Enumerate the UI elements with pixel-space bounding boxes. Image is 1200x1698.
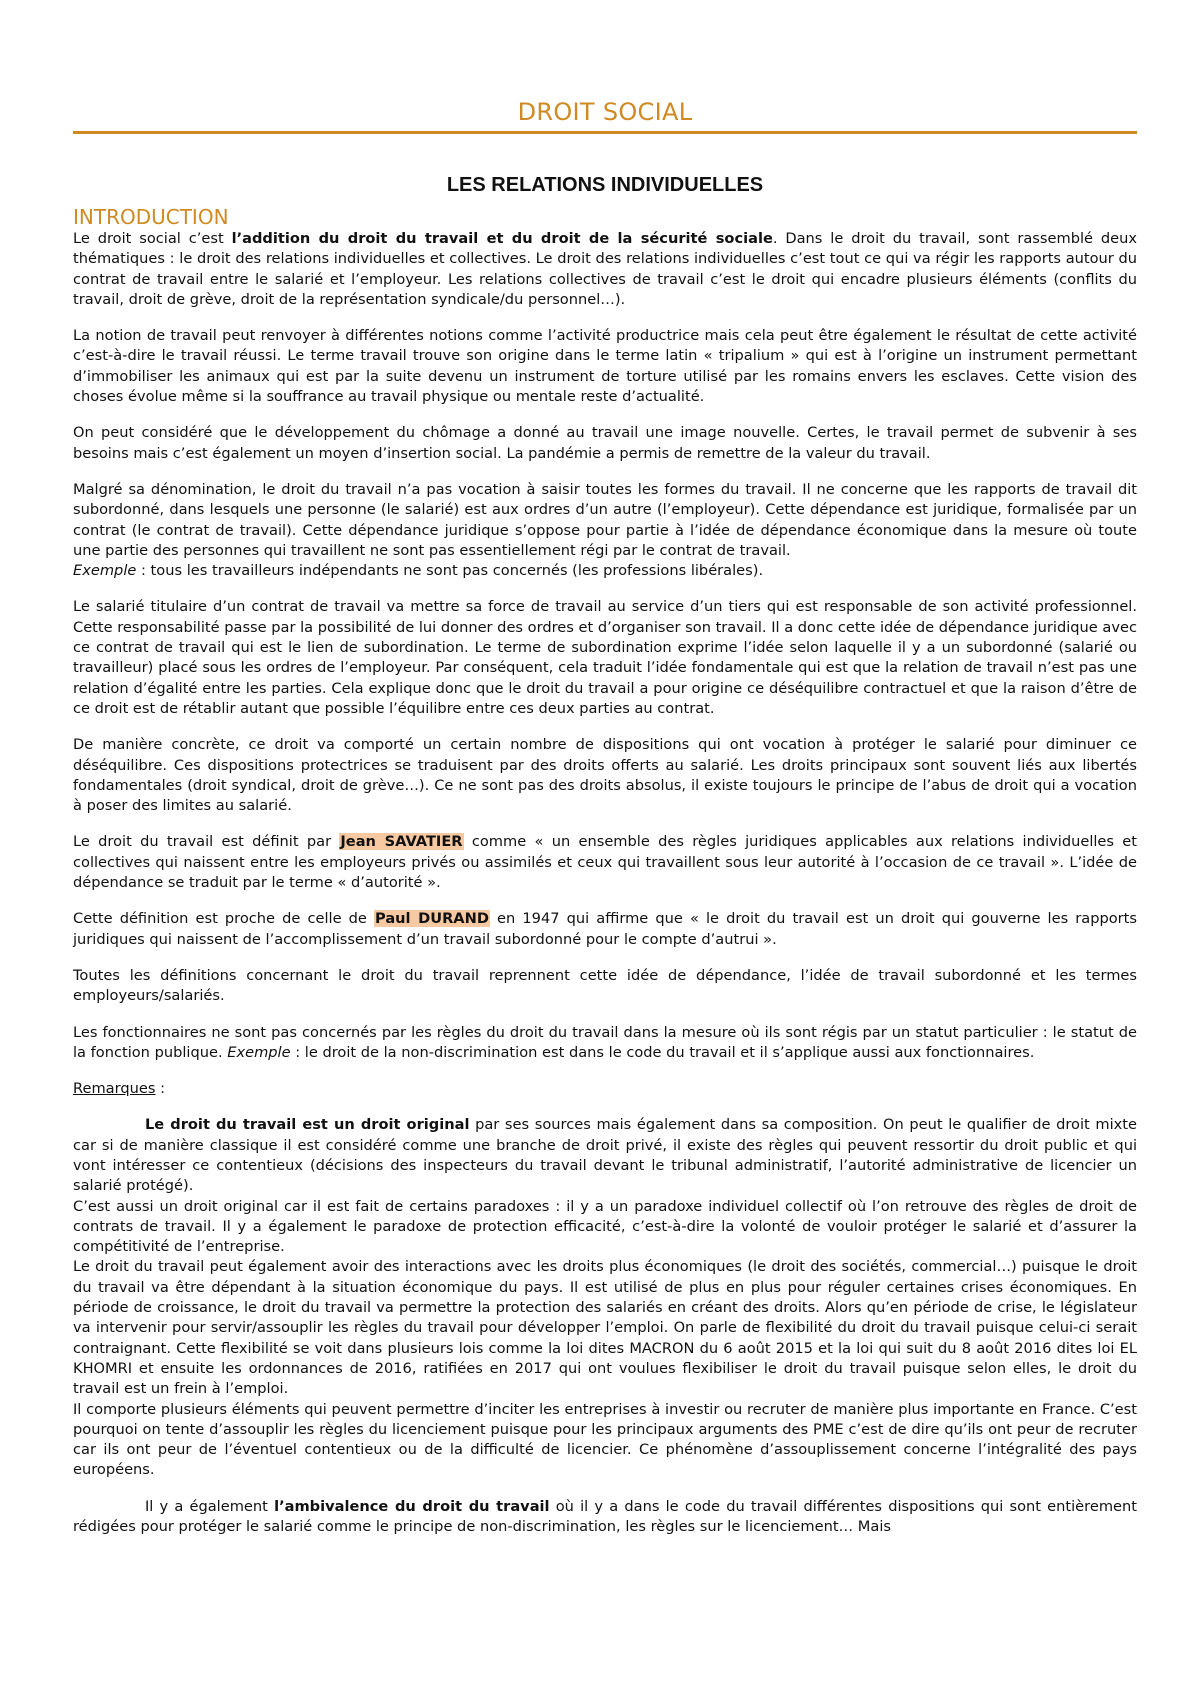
paragraph-11-continued: C’est aussi un droit original car il est fait de certains paradoxes : il y a un paradoxe individuel collectif où l’on retrouve des règles de droit de contrats de travail. Il y a également le paradoxe de protection efficacité, c’est-à-dire la volonté de vouloir protéger le salarié et d’assurer la compétitivité de l’entreprise. xyxy=(73,1197,1137,1256)
document-page xyxy=(73,0,1137,1537)
paragraph-text: comme « un ensemble des règles juridiques applicables aux relations individuelles et collectives qui naissent entre les employeurs privés ou assimilés et ceux qui travaillent sous leur autorité à l’occasion de ce travail ». L’idée de dépendance se traduit par le terme « d’autorité ». xyxy=(73,833,1137,892)
paragraph-4: Malgré sa dénomination, le droit du travail n’a pas vocation à saisir toutes les formes du travail. Il ne concerne que les rapports de travail dit subordonné, dans lesquels une personne (le salarié) est aux ordres d’un autre (l’employeur). Cette dépendance est juridique, formalisée par un contrat (le contrat de travail). Cette dépendance juridique s’oppose pour partie à l’idée de dépendance économique dans la mesure où toute une partie des personnes qui travaillent ne sont pas essentiellement régi par le contrat de travail. xyxy=(73,480,1137,559)
paragraph-8 xyxy=(73,909,1137,950)
paragraph-text: Il y a également xyxy=(145,1497,275,1515)
document-subtitle: LES RELATIONS INDIVIDUELLES xyxy=(446,174,764,196)
paragraph-11-continued: Le droit du travail peut également avoir des interactions avec les droits plus économiques (le droit des sociétés, commercial…) puisque le droit du travail va être dépendant à la situation économique du pays. Il est utilisé de plus en plus pour réguler certaines crises économiques. En période de croissance, le droit du travail va permettre la protection des salariés en créant des droits. Alors qu’en période de crise, le législateur va intervenir pour servir/assouplir les règles du travail pour développer l’emploi. On parle de flexibilité du droit du travail puisque celui-ci serait contraignant. Cette flexibilité se voit dans plusieurs lois comme la loi dites MACRON du 6 août 2015 et la loi qui suit du 8 août 2016 dites loi EL KHOMRI et ensuite les ordonnances de 2016, ratifiées en 2017 qui ont voulues flexibiliser le droit du travail puisque selon elles, le droit du travail est un frein à l’emploi. xyxy=(73,1258,1137,1398)
paragraph-text: : le droit de la non-discrimination est dans le code du travail et il s’applique aussi aux fonctionnaires. xyxy=(290,1043,1035,1061)
highlighted-author-name: Paul DURAND xyxy=(375,910,489,928)
example-label: Exemple xyxy=(73,562,137,580)
paragraph-12 xyxy=(73,1497,1137,1538)
example-label: Exemple xyxy=(227,1043,291,1061)
paragraph-text: en 1947 qui affirme que « le droit du travail est un droit qui gouverne les rapports juridiques qui naissent de l’accomplissement d’un travail subordonné pour le compte d’autrui ». xyxy=(73,910,1137,948)
paragraph-10 xyxy=(73,1023,1137,1064)
remarks-suffix: : xyxy=(155,1080,166,1098)
example-text: : tous les travailleurs indépendants ne sont pas concernés (les professions libérales). xyxy=(136,562,764,580)
paragraph-1 xyxy=(73,229,1137,310)
remarks-heading xyxy=(73,1079,1137,1099)
paragraph-text: . Dans le droit du travail, sont rassemblé deux thématiques : le droit des relations individuelles et collectives. Le droit des relations individuelles c’est tout ce qui va régir les rapports autour du contrat de travail entre le salarié et l’employeur. Les relations collectives de travail c’est le droit qui encadre plusieurs éléments (conflits du travail, droit de grève, droit de la représentation syndicale/du personnel…). xyxy=(73,230,1137,308)
remarks-label: Remarques xyxy=(73,1080,156,1098)
paragraph-text: Cette définition est proche de celle de xyxy=(73,910,375,928)
paragraph-11 xyxy=(73,1115,1137,1196)
paragraph-7 xyxy=(73,832,1137,893)
paragraph-text: par ses sources mais également dans sa composition. On peut le qualifier de droit mixte car si de manière classique il est considéré comme une branche de droit privé, il existe des règles qui peuvent ressortir du droit public et qui vont intéresser ce contentieux (décisions des inspecteurs du travail devant le tribunal administratif, l’autorité administrative de licencier un salarié protégé). xyxy=(73,1116,1137,1195)
title-divider xyxy=(73,131,1137,134)
paragraph-text: où il y a dans le code du travail différentes dispositions qui sont entièrement rédigées pour protéger le salarié comme le principe de non-discrimination, les règles sur le licenciement… Mais xyxy=(73,1497,1137,1536)
highlighted-author-name: Jean SAVATIER xyxy=(340,833,463,851)
bold-phrase: Le droit du travail est un droit original xyxy=(145,1116,470,1134)
paragraph-text: Les fonctionnaires ne sont pas concernés par les règles du droit du travail dans la mesure où ils sont régis par un statut particulier : le statut de la fonction publique. xyxy=(73,1023,1137,1061)
paragraph-5: Le salarié titulaire d’un contrat de travail va mettre sa force de travail au service d’un tiers qui est responsable de son activité professionnel. Cette responsabilité passe par la possibilité de lui donner des ordres et d’organiser son travail. Il a donc cette idée de dépendance juridique avec ce contrat de travail qui est le lien de subordination. Le terme de subordination exprime l’idée selon laquelle il y a un subordonné (salarié ou travailleur) placé sous les ordres de l’employeur. Par conséquent, cela traduit l’idée fondamentale qui est que la relation de travail n’est pas une relation d’égalité entre les parties. Cela explique donc que le droit du travail a pour origine ce déséquilibre contractuel et que la raison d’être de ce droit est de rétablir autant que possible l’équilibre entre ces deux parties au contrat. xyxy=(73,598,1137,717)
section-heading: INTRODUCTION xyxy=(73,205,229,229)
paragraph-3: On peut considéré que le développement du chômage a donné au travail une image nouvelle. Certes, le travail permet de subvenir à ses besoins mais c’est également un moyen d’insertion social. La pandémie a permis de remettre de la valeur du travail. xyxy=(73,424,1137,462)
example-line xyxy=(73,561,1137,581)
bold-phrase: l’ambivalence du droit du travail xyxy=(274,1497,550,1515)
paragraph-6: De manière concrète, ce droit va comporté un certain nombre de dispositions qui ont vocation à protéger le salarié pour diminuer ce déséquilibre. Ces dispositions protectrices se traduisent par des droits offerts au salarié. Les droits principaux sont souvent liés aux libertés fondamentales (droit syndical, droit de grève…). Ce ne sont pas des droits absolus, il existe toujours le principe de l’abus de droit qui a vocation à poser des limites au salarié. xyxy=(73,736,1137,815)
paragraph-9: Toutes les définitions concernant le droit du travail reprennent cette idée de dépendance, l’idée de travail subordonné et les termes employeurs/salariés. xyxy=(73,966,1137,1005)
paragraph-11-continued: Il comporte plusieurs éléments qui peuvent permettre d’inciter les entreprises à investir ou recruter de manière plus importante en France. C’est pourquoi on tente d’assouplir les règles du licenciement puisque pour les principaux arguments des PME c’est de dire qu’ils ont peur de recruter car ils ont peur de l’éventuel contentieux ou de la difficulté de licencier. Ce phénomène d’assouplissement concerne l’intégralité des pays européens. xyxy=(73,1400,1137,1479)
paragraph-text: Le droit social c’est xyxy=(73,230,232,247)
document-title: DROIT SOCIAL xyxy=(517,98,693,126)
paragraph-2: La notion de travail peut renvoyer à différentes notions comme l’activité productrice mais cela peut être également le résultat de cette activité c’est-à-dire le travail réussi. Le terme travail trouve son origine dans le terme latin « tripalium » qui est à l’origine un instrument permettant d’immobiliser les animaux qui est par la suite devenu un instrument de torture utilisé par les romains envers les esclaves. Cette vision des choses évolue même si la souffrance au travail physique ou mentale reste d’actualité. xyxy=(73,327,1137,406)
paragraph-text: Le droit du travail est définit par xyxy=(73,833,340,851)
bold-phrase: l’addition du droit du travail et du droit de la sécurité sociale xyxy=(231,230,773,247)
